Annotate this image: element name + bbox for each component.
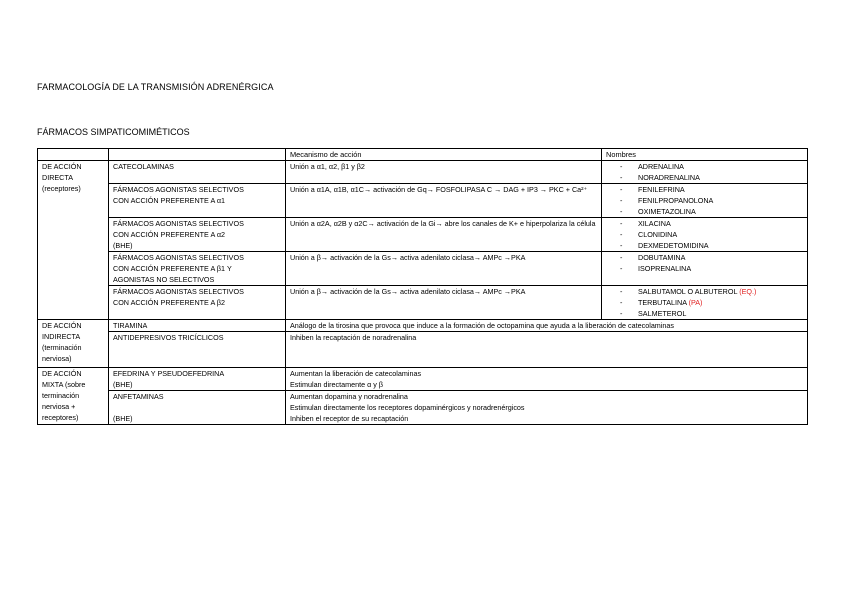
highlight-tag: (PA) [688, 298, 703, 307]
table-row [38, 161, 808, 184]
table-row [38, 286, 808, 320]
header-cell [38, 149, 109, 161]
document-title: FARMACOLOGÍA DE LA TRANSMISIÓN ADRENÉRGICA [37, 82, 274, 92]
table-row [38, 320, 808, 332]
header-mechanism: Mecanismo de acción [286, 149, 602, 161]
list-item: - DEXMEDETOMIDINA [606, 240, 803, 251]
header-cell [109, 149, 286, 161]
drug-group-cell: FÁRMACOS AGONISTAS SELECTIVOS CON ACCIÓN PREFERENTE A α2 (BHE) [109, 218, 286, 252]
mechanism-cell: Análogo de la tirosina que provoca que induce a la formación de octopamina que ayuda a la liberación de catecolaminas [286, 320, 808, 332]
drug-group-cell: FÁRMACOS AGONISTAS SELECTIVOS CON ACCIÓN PREFERENTE A β2 [109, 286, 286, 320]
list-item: - ADRENALINA [606, 161, 803, 172]
names-cell [602, 252, 808, 286]
list-item: - FENILPROPANOLONA [606, 195, 803, 206]
mechanism-cell: Unión a α2A, α2B y α2C→ activación de la Gi→ abre los canales de K+ e hiperpolariza la célula [286, 218, 602, 252]
table-row [38, 332, 808, 368]
highlight-tag: (EQ.) [739, 287, 757, 296]
table-row [38, 184, 808, 218]
table-row [38, 368, 808, 391]
drug-table [37, 148, 808, 425]
mechanism-cell: Unión a α1A, α1B, α1C→ activación de Gq→ FOSFOLIPASA C → DAG + IP3 → PKC + Ca²⁺ [286, 184, 602, 218]
names-cell [602, 218, 808, 252]
table-header-row [38, 149, 808, 161]
list-item: - DOBUTAMINA [606, 252, 803, 263]
list-item: - TERBUTALINA (PA) [606, 297, 803, 308]
drug-group-cell: TIRAMINA [109, 320, 286, 332]
drug-group-cell: ANTIDEPRESIVOS TRICÍCLICOS [109, 332, 286, 368]
list-item: - SALMETEROL [606, 308, 803, 319]
list-item: - OXIMETAZOLINA [606, 206, 803, 217]
drug-group-cell: EFEDRINA Y PSEUDOEFEDRINA (BHE) [109, 368, 286, 391]
category-cell-indirecta: DE ACCIÓN INDIRECTA (terminación nerviosa) [38, 320, 109, 368]
list-item: - CLONIDINA [606, 229, 803, 240]
table-row [38, 218, 808, 252]
drug-group-cell: FÁRMACOS AGONISTAS SELECTIVOS CON ACCIÓN PREFERENTE A β1 Y AGONISTAS NO SELECTIVOS [109, 252, 286, 286]
names-cell [602, 161, 808, 184]
drug-group-cell: CATECOLAMINAS [109, 161, 286, 184]
names-cell [602, 184, 808, 218]
list-item: - XILACINA [606, 218, 803, 229]
mechanism-cell: Inhiben la recaptación de noradrenalina [286, 332, 808, 368]
section-title: FÁRMACOS SIMPATICOMIMÉTICOS [37, 127, 190, 137]
drug-group-cell: FÁRMACOS AGONISTAS SELECTIVOS CON ACCIÓN PREFERENTE A α1 [109, 184, 286, 218]
category-cell-mixta: DE ACCIÓN MIXTA (sobre terminación nerviosa + receptores) [38, 368, 109, 425]
mechanism-cell: Unión a α1, α2, β1 y β2 [286, 161, 602, 184]
mechanism-cell: Aumentan la liberación de catecolaminas Estimulan directamente α y β [286, 368, 808, 391]
mechanism-cell: Unión a β→ activación de la Gs→ activa adenilato ciclasa→ AMPc →PKA [286, 252, 602, 286]
list-item: - ISOPRENALINA [606, 263, 803, 274]
drug-group-cell: ANFETAMINAS (BHE) [109, 391, 286, 425]
table-row [38, 252, 808, 286]
table-row [38, 391, 808, 425]
list-item: - NORADRENALINA [606, 172, 803, 183]
mechanism-cell: Unión a β→ activación de la Gs→ activa adenilato ciclasa→ AMPc →PKA [286, 286, 602, 320]
list-item: - FENILEFRINA [606, 184, 803, 195]
category-cell-directa: DE ACCIÓN DIRECTA (receptores) [38, 161, 109, 320]
mechanism-cell: Aumentan dopamina y noradrenalina Estimulan directamente los receptores dopaminérgicos y noradrenérgicos Inhiben el receptor de su recaptación [286, 391, 808, 425]
names-cell [602, 286, 808, 320]
header-names: Nombres [602, 149, 808, 161]
list-item: - SALBUTAMOL O ALBUTEROL (EQ.) [606, 286, 803, 297]
